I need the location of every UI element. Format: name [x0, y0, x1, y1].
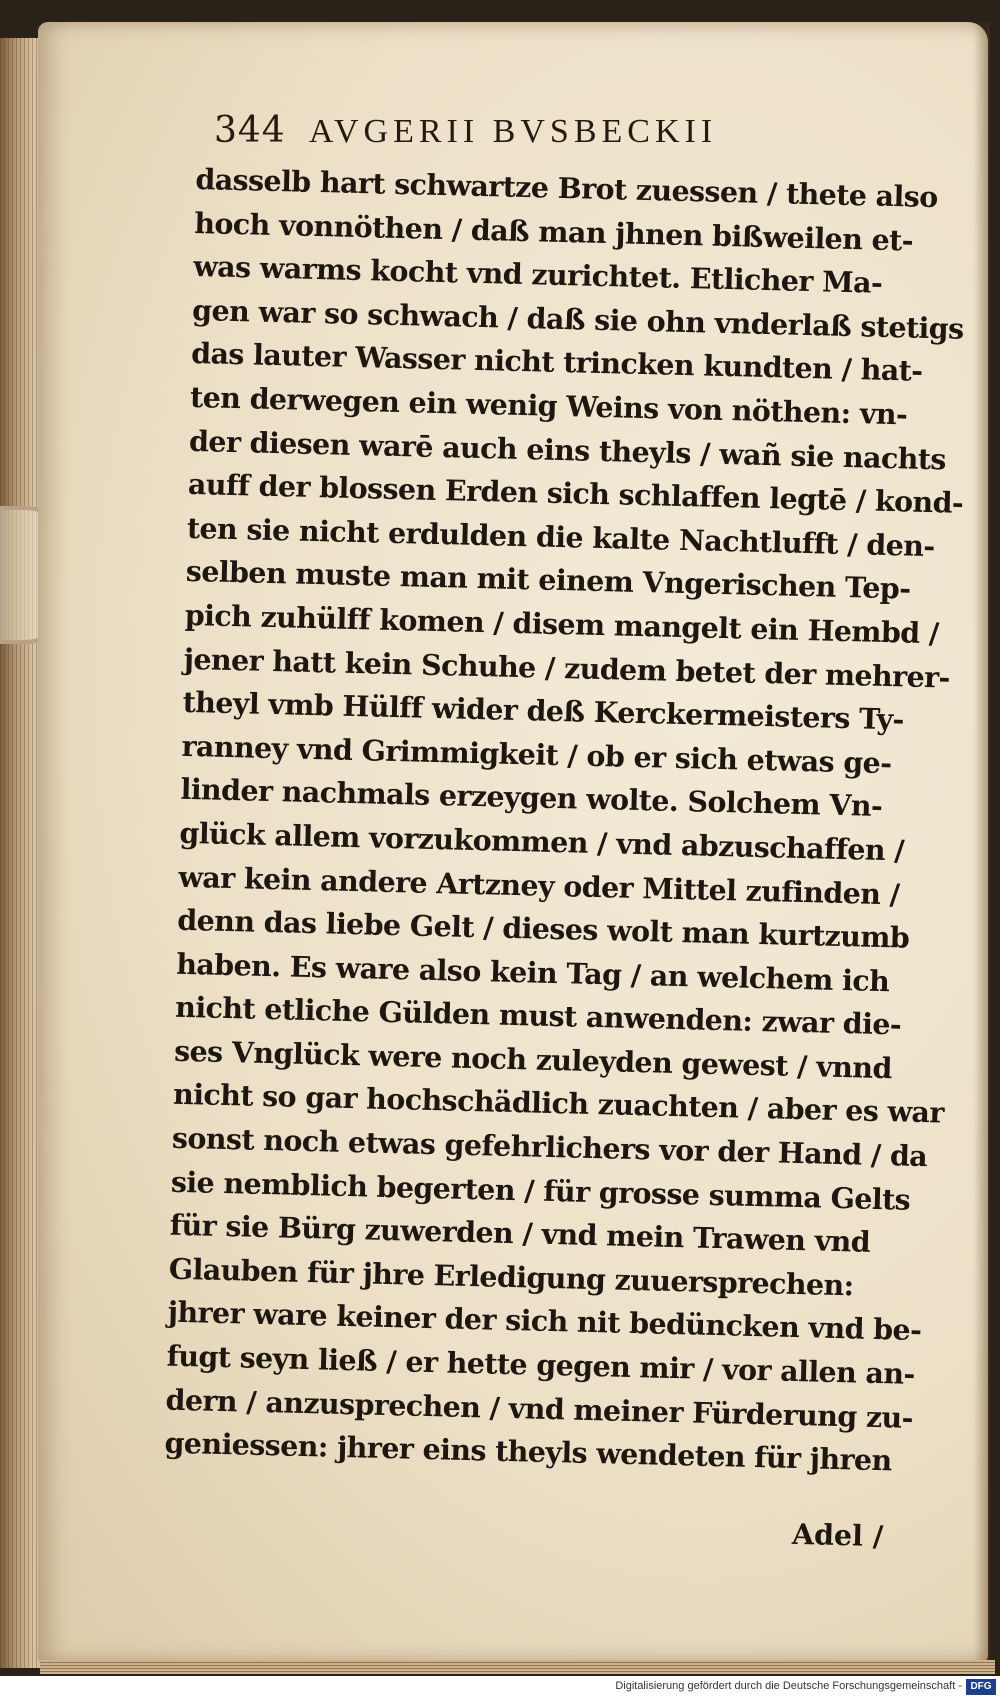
page-bottom-edge	[40, 1660, 995, 1674]
text-line: linder nachmals erzeygen wolte. Solchem Vn-	[180, 772, 883, 824]
text-line: glück allem vorzukommen / vnd abzuschaffen /	[179, 815, 905, 868]
text-line: jhrer ware keiner der sich nit bedüncken vnd be-	[167, 1295, 922, 1348]
spine-shadow	[974, 22, 990, 1662]
text-line: für sie Bürg zuwerden / vnd mein Trawen vnd	[169, 1207, 871, 1260]
text-line: das lauter Wasser nicht trincken kundten / hat-	[190, 336, 923, 389]
text-line: was warms kocht vnd zurichtet. Etlicher Ma-	[192, 249, 883, 300]
page-number: 344	[214, 110, 286, 151]
text-line: nicht etliche Gülden must anwenden: zwar die-	[174, 990, 902, 1042]
text-line: der diesen warē auch eins theyls / wañ sie nachts	[188, 423, 947, 476]
text-line: ten sie nicht erdulden die kalte Nachtlufft / den-	[186, 510, 935, 563]
text-line: ranney vnd Grimmigkeit / ob er sich etwas ge-	[181, 728, 892, 780]
text-line: pich zuhülff komen / disem mangelt ein Hembd /	[184, 597, 940, 651]
catchword: Adel /	[791, 1516, 884, 1554]
text-line: hoch vonnöthen / daß man jhnen bißweilen et-	[194, 205, 914, 258]
text-line: dasselb hart schwartze Brot zuessen / thete also	[195, 161, 939, 215]
text-line: fugt seyn ließ / er hette gegen mir / vor allen an-	[166, 1338, 916, 1391]
text-line: haben. Es ware also kein Tag / an welchem ich	[175, 946, 890, 998]
text-line: Glauben für jhre Erledigung zuuersprechen:	[168, 1251, 854, 1303]
text-line: auff der blossen Erden sich schlaffen legtē / kond-	[187, 467, 964, 520]
running-title: AVGERII BVSBECKII	[308, 113, 718, 150]
text-line: denn das liebe Gelt / dieses wolt man kurtzumb	[176, 902, 910, 955]
text-line: geniessen: jhrer eins theyls wendeten für jhren	[164, 1425, 893, 1478]
text-line: selben muste man mit einem Vngerischen Tep-	[185, 554, 911, 606]
text-line: sie nemblich begerten / für grosse summa Gelts	[170, 1164, 911, 1217]
text-line: gen war so schwach / daß sie ohn vnderlaß stetigs	[191, 292, 964, 346]
body-text	[164, 158, 964, 1483]
text-line: ten derwegen ein wenig Weins von nöthen: vn-	[189, 379, 908, 432]
text-line: war kein andere Artzney oder Mittel zufinden /	[178, 859, 900, 911]
text-line: ses Vnglück were noch zuleyden gewest / vnnd	[173, 1033, 893, 1086]
text-line: jener hatt kein Schuhe / zudem betet der mehrer-	[183, 641, 951, 695]
dfg-logo: DFG	[966, 1679, 996, 1695]
text-line: nicht so gar hochschädlich zuachten / aber es war	[172, 1077, 945, 1131]
text-line: dern / anzusprechen / vnd meiner Fürderung zu-	[165, 1382, 914, 1435]
footer-credit: Digitalisierung gefördert durch die Deutsche Forschungsgemeinschaft -	[615, 1680, 962, 1692]
text-line: theyl vmb Hülff wider deß Kerckermeisters Ty-	[182, 684, 905, 737]
text-line: sonst noch etwas gefehrlichers vor der Hand / da	[171, 1120, 928, 1174]
page-header	[214, 110, 854, 160]
